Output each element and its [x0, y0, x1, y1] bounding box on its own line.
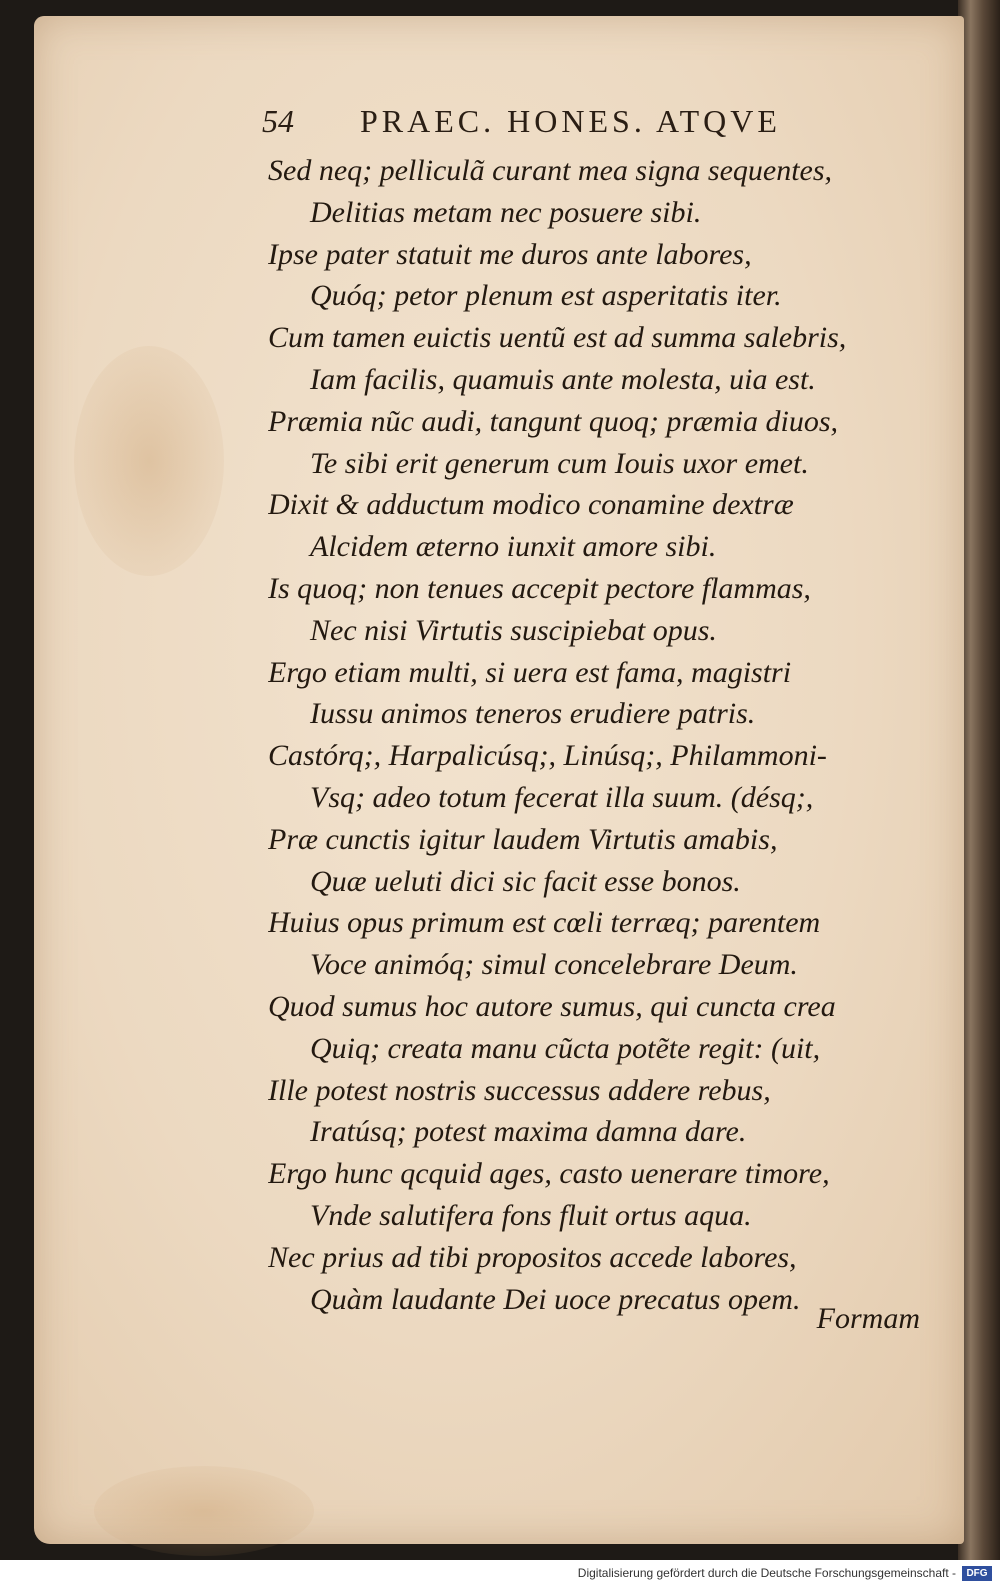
verse-line: Dixit & adductum modico conamine dextræ — [268, 488, 794, 522]
verse-line: Quod sumus hoc autore sumus, qui cuncta crea — [268, 989, 836, 1023]
verse-line: Quæ ueluti dici sic facit esse bonos. — [310, 864, 741, 898]
water-stain — [74, 346, 224, 576]
verse-line: Huius opus primum est cœli terræq; parentem — [268, 906, 821, 940]
verse-line: Voce animóq; simul concelebrare Deum. — [310, 948, 798, 982]
verse-line: Is quoq; non tenues accepit pectore flammas, — [268, 571, 811, 605]
verse-line: Ipse pater statuit me duros ante labores, — [268, 237, 752, 271]
digitization-footer — [0, 1560, 1000, 1588]
water-stain — [94, 1466, 314, 1556]
verse-line: Ergo hunc qcquid ages, casto uenerare timore, — [268, 1157, 830, 1191]
footer-credit: Digitalisierung gefördert durch die Deutsche Forschungsgemeinschaft - — [577, 1566, 956, 1580]
verse-line: Vnde salutifera fons fluit ortus aqua. — [310, 1198, 752, 1232]
verse-line: Nec nisi Virtutis suscipiebat opus. — [310, 613, 717, 647]
verse-line: Vsq; adeo totum fecerat illa suum. (désq;, — [310, 780, 814, 814]
verse-line: Te sibi erit generum cum Iouis uxor emet. — [310, 446, 809, 480]
verse-line: Iam facilis, quamuis ante molesta, uia est. — [310, 362, 816, 396]
catchword: Formam — [816, 1302, 920, 1335]
page-number: 54 — [262, 103, 294, 139]
verse-line: Nec prius ad tibi propositos accede labores, — [268, 1240, 797, 1274]
verse-line: Sed neq; pelliculã curant mea signa sequentes, — [268, 154, 833, 187]
verse-line: Quóq; petor plenum est asperitatis iter. — [310, 279, 782, 313]
verse-line: Ille potest nostris successus addere rebus, — [268, 1073, 771, 1107]
verse-line: Delitias metam nec posuere sibi. — [310, 195, 702, 229]
verse-line: Ergo etiam multi, si uera est fama, magistri — [268, 655, 792, 689]
dfg-logo: DFG — [962, 1566, 992, 1581]
verse-line: Cum tamen euictis uentũ est ad summa salebris, — [268, 321, 847, 355]
book-binding-edge — [958, 0, 1000, 1560]
page-header — [262, 103, 882, 151]
verse-line: Iratúsq; potest maxima damna dare. — [310, 1115, 747, 1149]
verse-line: Alcidem æterno iunxit amore sibi. — [310, 530, 717, 564]
verse-line: Quiq; creata manu cũcta potẽte regit: (uit, — [310, 1031, 821, 1065]
verse-line: Præmia nũc audi, tangunt quoq; præmia diuos, — [268, 404, 839, 438]
verse-line: Castórq;, Harpalicúsq;, Linúsq;, Philammoni- — [268, 739, 827, 773]
running-head: PRAEC. HONES. ATQVE — [360, 103, 781, 139]
verse-line: Quàm laudante Dei uoce precatus opem. — [310, 1282, 801, 1316]
verse-line: Præ cunctis igitur laudem Virtutis amabis, — [268, 822, 778, 856]
verse-text-block — [268, 150, 928, 1320]
verse-line: Iussu animos teneros erudiere patris. — [310, 697, 756, 731]
